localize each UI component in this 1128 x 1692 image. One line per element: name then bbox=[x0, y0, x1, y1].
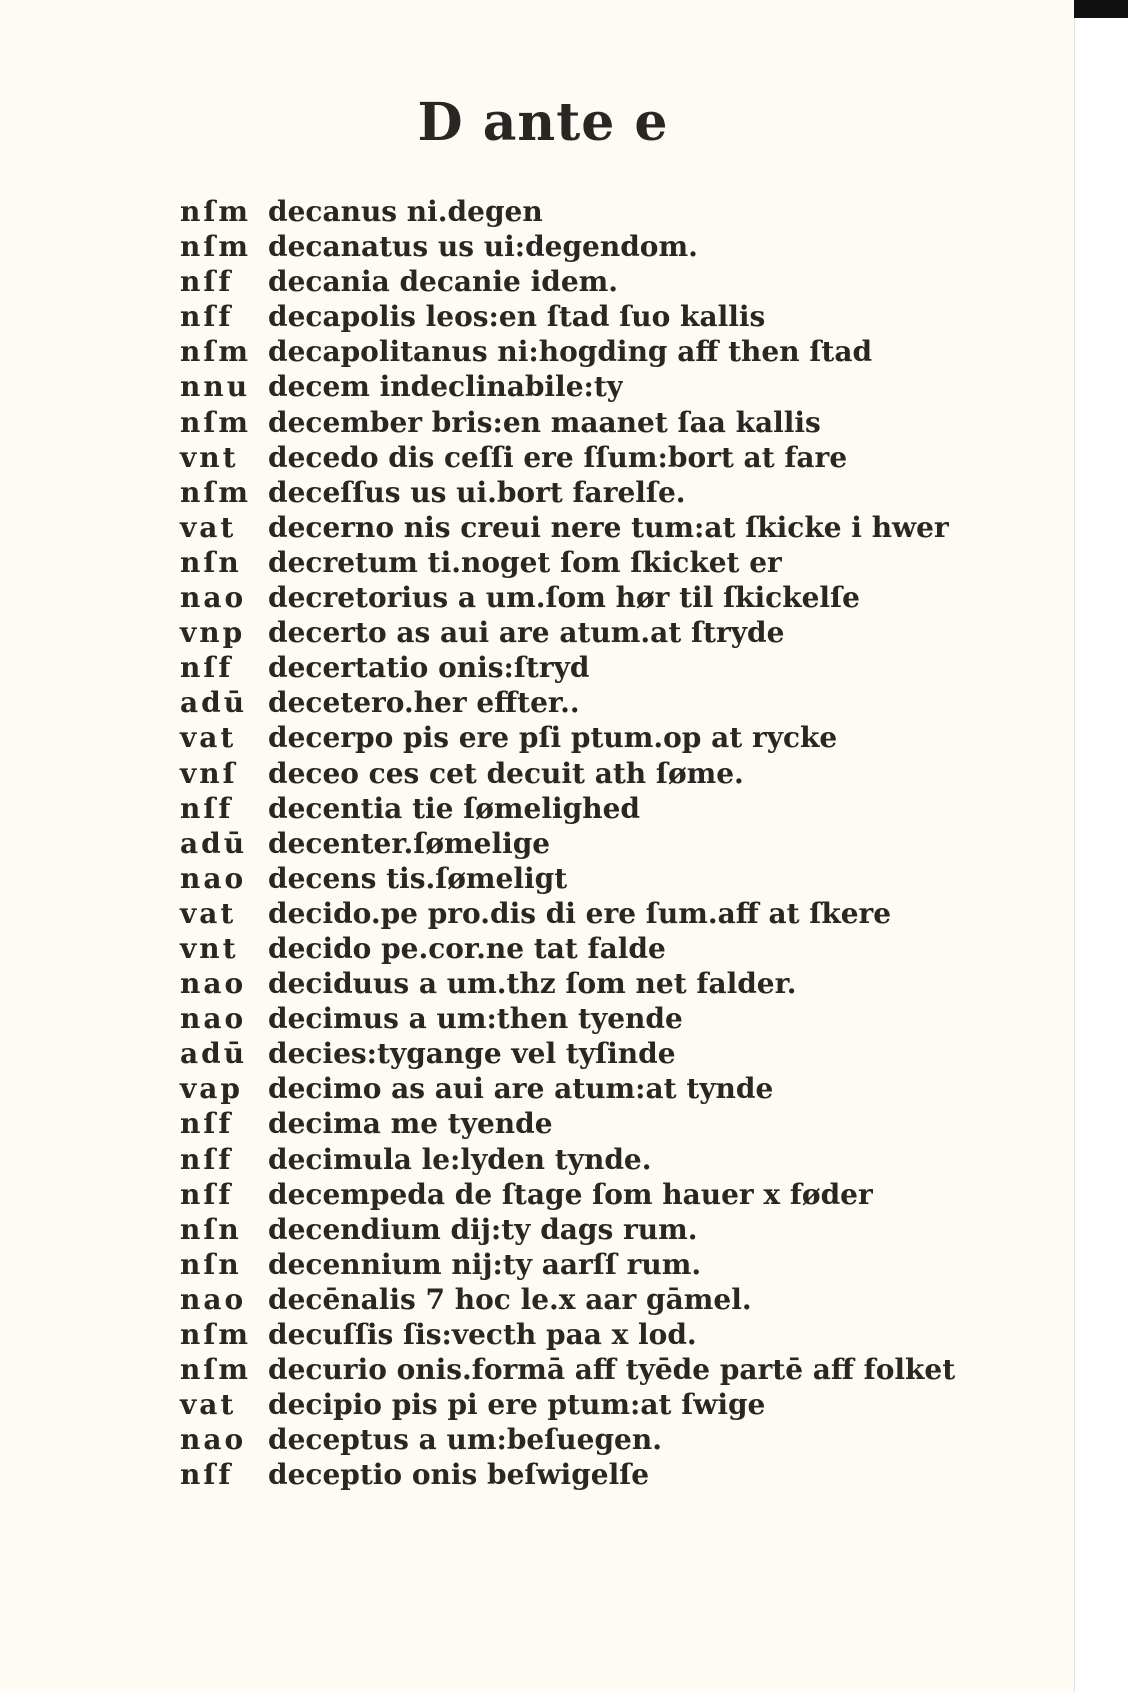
entry-text: decenter.ſømelige bbox=[268, 826, 551, 860]
dictionary-entry bbox=[180, 1071, 955, 1106]
grammar-code: nao bbox=[180, 1282, 247, 1316]
dictionary-entry bbox=[180, 299, 955, 334]
entry-text: decedo dis ceſſi ere ſſum:bort at fare bbox=[268, 440, 848, 474]
entry-text: decima me tyende bbox=[268, 1107, 553, 1141]
entry-text: decurio onis.formā aff tyēde partē aff folket bbox=[268, 1353, 956, 1387]
entry-text: decimula le:lyden tynde. bbox=[268, 1142, 652, 1176]
grammar-code: nſf bbox=[180, 1177, 234, 1211]
dictionary-entry bbox=[180, 229, 955, 264]
dictionary-entry bbox=[180, 580, 955, 615]
grammar-code: nſm bbox=[180, 1353, 252, 1387]
entry-text: decerto as aui are atum.at ſtryde bbox=[268, 616, 785, 650]
entry-text: deceo ces cet decuit ath ſøme. bbox=[268, 756, 744, 790]
entry-text: decimo as aui are atum:at tynde bbox=[268, 1072, 774, 1106]
dictionary-entry bbox=[180, 1142, 955, 1177]
dictionary-entry bbox=[180, 861, 955, 896]
entry-text: decertatio onis:ſtryd bbox=[268, 651, 590, 685]
dictionary-entry bbox=[180, 475, 955, 510]
dictionary-entry bbox=[180, 405, 955, 440]
dictionary-entry bbox=[180, 720, 955, 755]
grammar-code: nſf bbox=[180, 1107, 234, 1141]
dictionary-entry bbox=[180, 966, 955, 1001]
grammar-code: nſf bbox=[180, 1458, 234, 1492]
entry-text: decido pe.cor.ne tat falde bbox=[268, 931, 666, 965]
grammar-code: nao bbox=[180, 1423, 247, 1457]
dictionary-entry bbox=[180, 931, 955, 966]
entry-text: decanus ni.degen bbox=[268, 195, 543, 228]
grammar-code: adū bbox=[180, 826, 248, 860]
grammar-code: vap bbox=[180, 1072, 243, 1106]
grammar-code: nnu bbox=[180, 370, 251, 404]
dictionary-entry bbox=[180, 1247, 955, 1282]
grammar-code: nſf bbox=[180, 651, 234, 685]
entry-text: decipio pis pi ere ptum:at ſwige bbox=[268, 1388, 766, 1422]
dictionary-entry bbox=[180, 334, 955, 369]
dictionary-entry bbox=[180, 1282, 955, 1317]
dictionary-entry bbox=[180, 1317, 955, 1352]
grammar-code: vat bbox=[180, 510, 237, 544]
entry-text: decerpo pis ere pſi ptum.op at rycke bbox=[268, 721, 838, 755]
grammar-code: nao bbox=[180, 861, 247, 895]
dictionary-entries bbox=[180, 194, 955, 1492]
grammar-code: nſn bbox=[180, 545, 242, 579]
dictionary-entry bbox=[180, 1106, 955, 1141]
entry-text: decendium dij:ty dags rum. bbox=[268, 1212, 698, 1246]
dictionary-entry bbox=[180, 615, 955, 650]
grammar-code: nao bbox=[180, 1002, 247, 1036]
grammar-code: nſm bbox=[180, 335, 252, 369]
entry-text: decentia tie ſømelighed bbox=[268, 791, 640, 825]
grammar-code: nſn bbox=[180, 1212, 242, 1246]
dictionary-entry bbox=[180, 1036, 955, 1071]
entry-text: decies:tygange vel tyſinde bbox=[268, 1037, 676, 1071]
entry-text: decuſſis ſis:vecth paa x lod. bbox=[268, 1318, 697, 1351]
dictionary-entry bbox=[180, 264, 955, 299]
dictionary-entry bbox=[180, 685, 955, 720]
entry-text: decēnalis 7 hoc le.x aar gāmel. bbox=[268, 1282, 752, 1316]
grammar-code: adū bbox=[180, 1037, 248, 1071]
grammar-code: nſm bbox=[180, 405, 252, 439]
entry-text: decapolis leos:en ſtad ſuo kallis bbox=[268, 300, 766, 334]
scan-edge-mark bbox=[1074, 0, 1128, 18]
dictionary-entry bbox=[180, 896, 955, 931]
dictionary-entry bbox=[180, 1457, 955, 1492]
entry-text: decanatus us ui:degendom. bbox=[268, 230, 698, 264]
entry-text: decapolitanus ni:hogding aff then ſtad bbox=[268, 335, 873, 369]
entry-text: deceptus a um:beſuegen. bbox=[268, 1423, 662, 1457]
entry-text: deceptio onis beſwigelſe bbox=[268, 1458, 650, 1492]
dictionary-entry bbox=[180, 650, 955, 685]
dictionary-entry bbox=[180, 1001, 955, 1036]
dictionary-entry bbox=[180, 791, 955, 826]
page-heading: D ante e bbox=[417, 92, 669, 153]
entry-text: december bris:en maanet ſaa kallis bbox=[268, 405, 821, 439]
entry-text: decens tis.ſømeligt bbox=[268, 861, 568, 895]
entry-text: decem indeclinabile:ty bbox=[268, 370, 624, 404]
grammar-code: vnt bbox=[180, 931, 239, 965]
entry-text: decimus a um:then tyende bbox=[268, 1002, 683, 1036]
grammar-code: vnp bbox=[180, 616, 246, 650]
grammar-code: nſf bbox=[180, 1142, 234, 1176]
dictionary-entry bbox=[180, 826, 955, 861]
entry-text: decretum ti.noget ſom ſkicket er bbox=[268, 545, 782, 579]
grammar-code: nſm bbox=[180, 230, 252, 264]
grammar-code: nſf bbox=[180, 265, 234, 299]
dictionary-entry bbox=[180, 1387, 955, 1422]
entry-text: decerno nis creui nere tum:at ſkicke i hwer bbox=[268, 510, 949, 544]
grammar-code: vat bbox=[180, 896, 237, 930]
grammar-code: nao bbox=[180, 967, 247, 1001]
entry-text: deciduus a um.thz ſom net falder. bbox=[268, 967, 797, 1001]
dictionary-entry bbox=[180, 1422, 955, 1457]
entry-text: decido.pe pro.dis di ere ſum.aff at ſkere bbox=[268, 896, 892, 930]
dictionary-entry bbox=[180, 194, 955, 229]
dictionary-entry bbox=[180, 1177, 955, 1212]
dictionary-entry bbox=[180, 1212, 955, 1247]
dictionary-entry bbox=[180, 545, 955, 580]
grammar-code: nſm bbox=[180, 195, 252, 228]
entry-text: decennium nij:ty aarſſ rum. bbox=[268, 1247, 702, 1281]
grammar-code: vnt bbox=[180, 440, 239, 474]
grammar-code: nao bbox=[180, 581, 247, 615]
entry-text: decempeda de ſtage ſom hauer x føder bbox=[268, 1177, 873, 1211]
dictionary-entry bbox=[180, 1352, 955, 1387]
grammar-code: vat bbox=[180, 721, 237, 755]
dictionary-entry bbox=[180, 510, 955, 545]
grammar-code: nſf bbox=[180, 300, 234, 334]
entry-text: decretorius a um.ſom hør til ſkickelſe bbox=[268, 581, 860, 615]
grammar-code: nſm bbox=[180, 475, 252, 509]
dictionary-entry bbox=[180, 440, 955, 475]
dictionary-entry bbox=[180, 369, 955, 404]
entry-text: decania decanie idem. bbox=[268, 265, 619, 299]
grammar-code: vnſ bbox=[180, 756, 238, 790]
grammar-code: nſn bbox=[180, 1247, 242, 1281]
grammar-code: vat bbox=[180, 1388, 237, 1422]
grammar-code: nſf bbox=[180, 791, 234, 825]
dictionary-entry bbox=[180, 756, 955, 791]
entry-text: decetero.her effter.. bbox=[268, 686, 580, 720]
grammar-code: nſm bbox=[180, 1318, 252, 1351]
grammar-code: adū bbox=[180, 686, 248, 720]
entry-text: deceſſus us ui.bort farelſe. bbox=[268, 475, 686, 509]
